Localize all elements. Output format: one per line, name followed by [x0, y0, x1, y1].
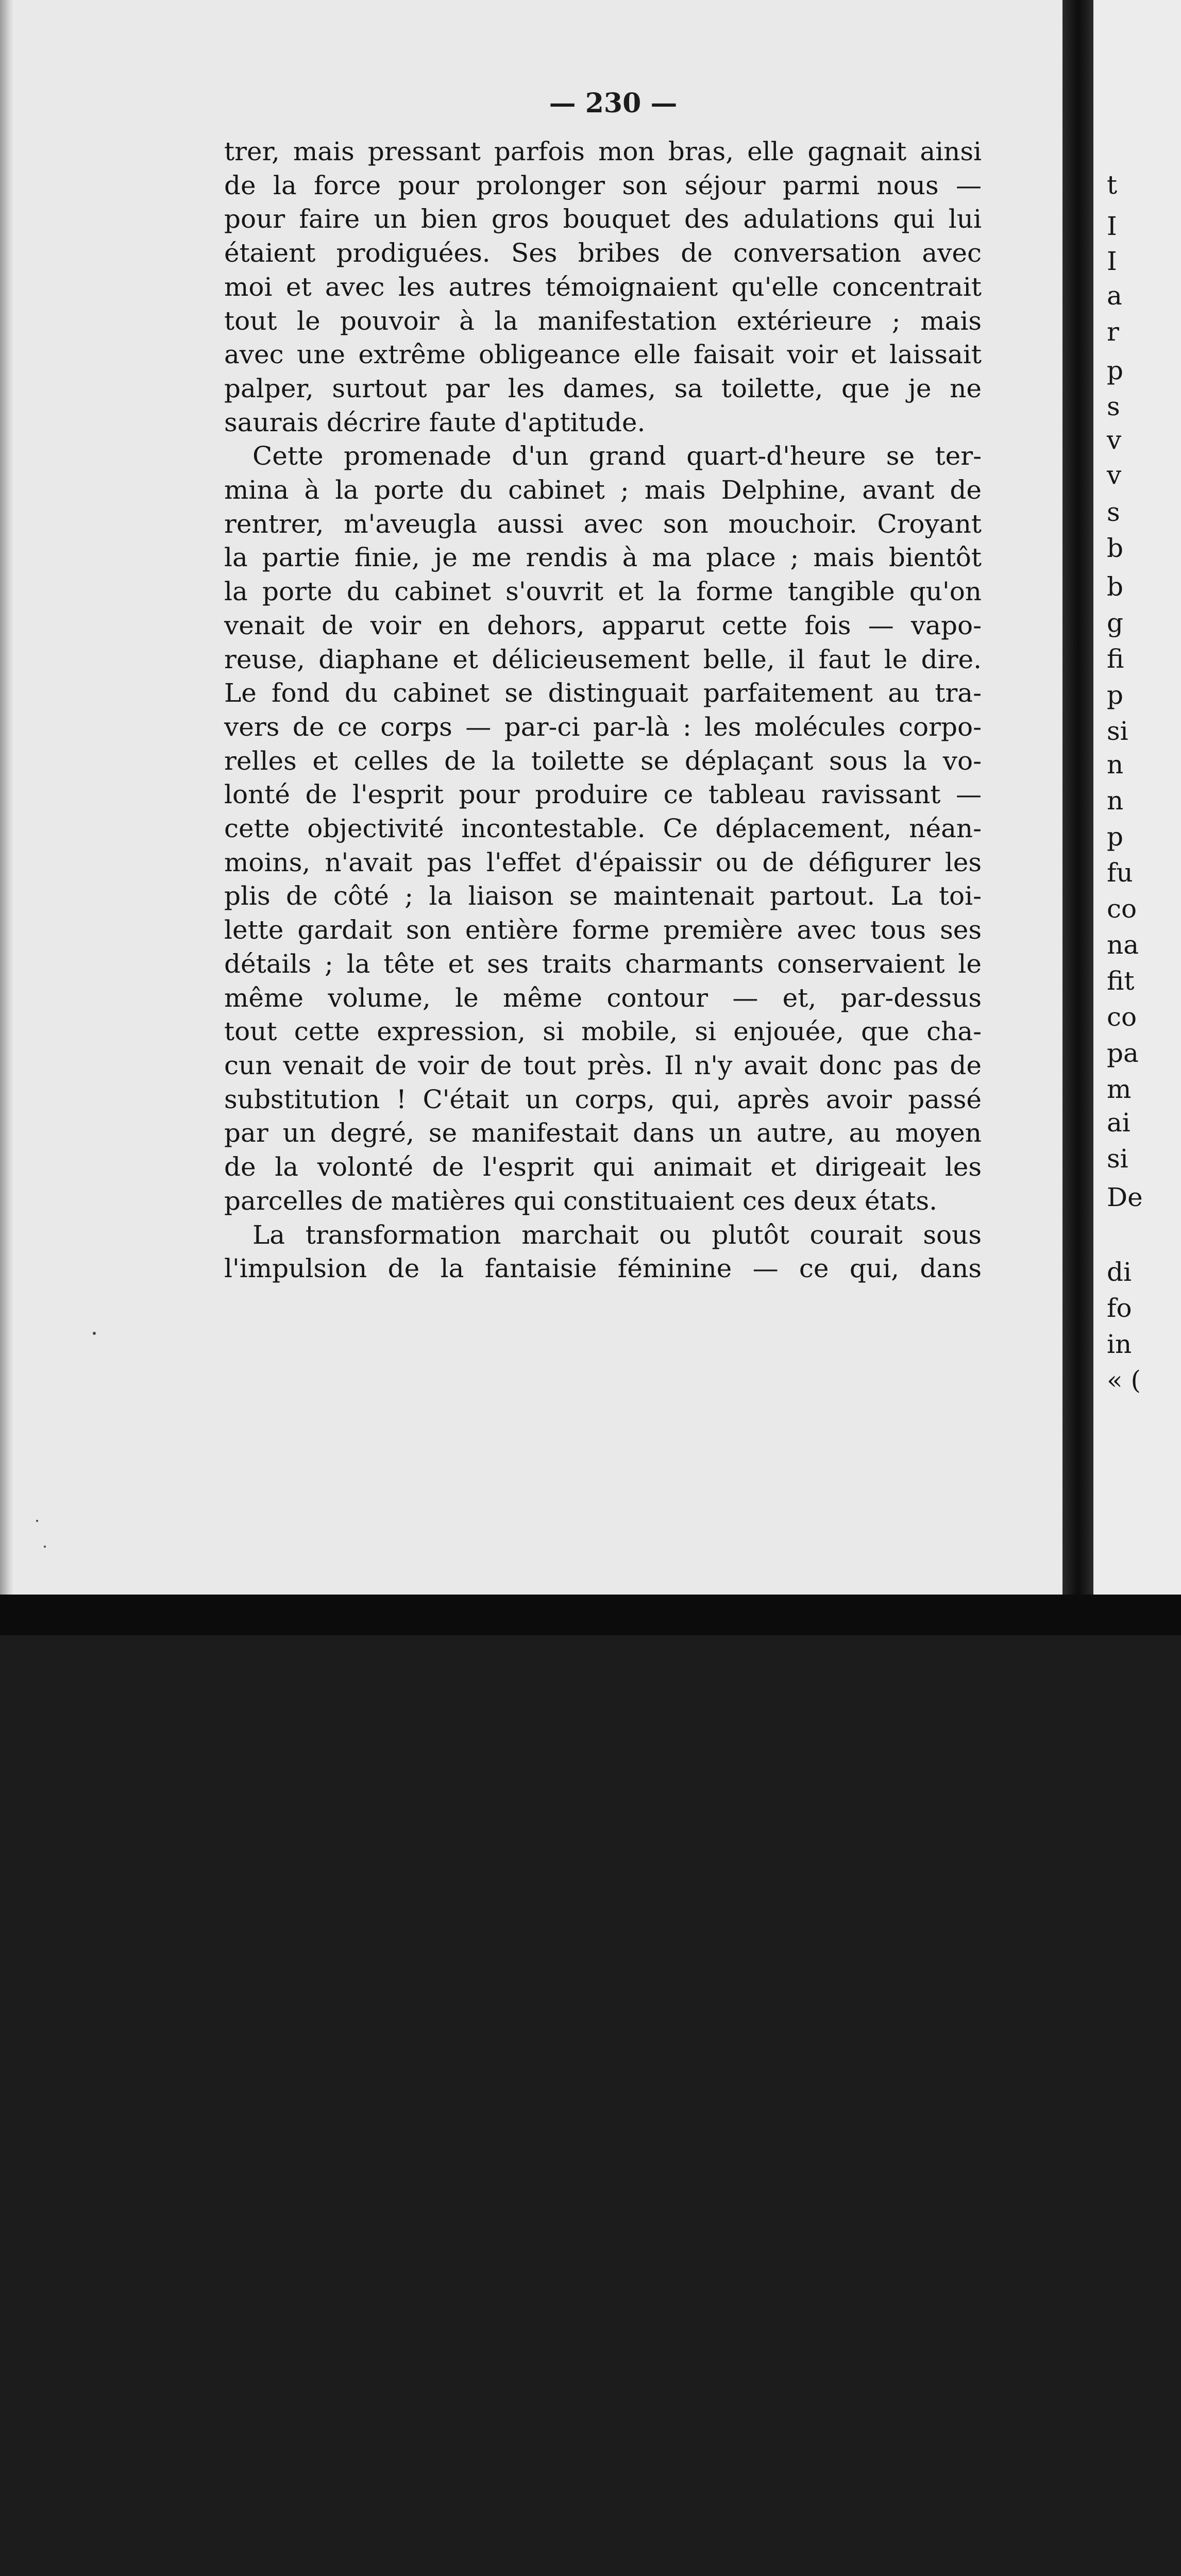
text-line: saurais décrire faute d'aptitude. — [224, 407, 646, 437]
scan-speck — [93, 1332, 96, 1335]
text-line: cette objectivité incontestable. Ce déplacement, néan- — [224, 814, 982, 844]
facing-page-fragment: n — [1107, 750, 1124, 779]
scan-speck — [36, 1520, 38, 1522]
paragraph-2 — [224, 439, 982, 1218]
facing-page-fragment: n — [1107, 786, 1124, 816]
facing-page-fragment: in — [1107, 1329, 1132, 1359]
text-line: tout le pouvoir à la manifestation extérieure ; mais — [224, 306, 982, 336]
facing-page-fragment: fo — [1107, 1293, 1132, 1323]
text-line: moi et avec les autres témoignaient qu'elle concentrait — [224, 272, 982, 302]
facing-page-fragment: p — [1107, 822, 1124, 852]
text-line: mina à la porte du cabinet ; mais Delphine, avant de — [224, 475, 982, 505]
text-line: Cette promenade d'un grand quart-d'heure se ter- — [252, 441, 982, 471]
facing-page-fragment: I — [1107, 211, 1117, 241]
facing-page-fragment: si — [1107, 1144, 1128, 1174]
text-line: la porte du cabinet s'ouvrit et la forme tangible qu'on — [224, 577, 982, 607]
facing-page-fragment: p — [1107, 355, 1124, 385]
text-line: reuse, diaphane et délicieusement belle, il faut le dire. — [224, 644, 982, 674]
facing-page-fragment: b — [1107, 572, 1124, 602]
page-left-edge — [0, 0, 13, 1595]
facing-page-fragment: r — [1107, 317, 1119, 347]
text-line: venait de voir en dehors, apparut cette fois — vapo- — [224, 610, 982, 640]
facing-page-fragment: b — [1107, 533, 1124, 563]
text-line: trer, mais pressant parfois mon bras, elle gagnait ainsi — [224, 137, 982, 166]
facing-page-fragment: v — [1107, 460, 1122, 490]
facing-page-fragment: ai — [1107, 1108, 1131, 1138]
text-line: lonté de l'esprit pour produire ce tableau ravissant — — [224, 779, 982, 810]
paragraph-3 — [224, 1218, 982, 1286]
text-line: avec une extrême obligeance elle faisait voir et laissait — [224, 340, 982, 370]
facing-page-fragment: di — [1107, 1257, 1132, 1287]
text-line: vers de ce corps — par-ci par-là : les molécules corpo- — [224, 711, 982, 742]
text-line: moins, n'avait pas l'effet d'épaissir ou de défigurer les — [224, 847, 982, 877]
text-line: substitution ! C'était un corps, qui, après avoir passé — [224, 1084, 982, 1114]
text-line: étaient prodiguées. Ses bribes de conversation avec — [224, 238, 982, 268]
text-line: cun venait de voir de tout près. Il n'y avait donc pas de — [224, 1050, 982, 1080]
facing-page-fragment: v — [1107, 425, 1122, 455]
text-line: pour faire un bien gros bouquet des adulations qui lui — [224, 204, 982, 234]
facing-page-fragment: a — [1107, 281, 1122, 311]
facing-page-fragment: pa — [1107, 1038, 1139, 1068]
text-line: de la volonté de l'esprit qui animait et dirigeait les — [224, 1152, 982, 1182]
facing-page-fragment: De — [1107, 1182, 1143, 1212]
text-line: palper, surtout par les dames, sa toilette, que je ne — [224, 373, 982, 403]
text-line: parcelles de matières qui constituaient ces deux états. — [224, 1185, 938, 1216]
facing-page-fragment: g — [1107, 608, 1124, 638]
text-line: de la force pour prolonger son séjour parmi nous — — [224, 170, 982, 200]
text-line: plis de côté ; la liaison se maintenait partout. La toi- — [224, 881, 982, 911]
text-line: relles et celles de la toilette se déplaçant sous la vo- — [224, 745, 982, 776]
facing-page-fragment: s — [1107, 497, 1120, 527]
text-line: détails ; la tête et ses traits charmants conservaient le — [224, 948, 982, 979]
book-gutter — [1062, 0, 1093, 1595]
facing-page-fragment: I — [1107, 246, 1117, 276]
facing-page-fragment: fi — [1107, 644, 1124, 674]
facing-page-fragment: « ( — [1107, 1365, 1141, 1395]
facing-page-edge — [1093, 0, 1181, 1595]
facing-page-fragment: si — [1107, 716, 1128, 746]
text-line: rentrer, m'aveugla aussi avec son mouchoir. Croyant — [224, 509, 982, 539]
text-line: lette gardait son entière forme première avec tous ses — [224, 915, 982, 945]
text-line: même volume, le même contour — et, par-dessus — [224, 982, 982, 1013]
paragraph-1 — [224, 135, 982, 439]
facing-page-fragment: m — [1107, 1074, 1132, 1104]
text-line: la partie finie, je me rendis à ma place ; mais bientôt — [224, 543, 982, 573]
facing-page-fragment: p — [1107, 680, 1124, 710]
facing-page-fragment: co — [1107, 894, 1137, 924]
page-number: — 230 — — [549, 88, 678, 119]
facing-page-fragment: na — [1107, 930, 1139, 960]
facing-page-fragment: fu — [1107, 858, 1133, 888]
facing-page-fragment: t — [1107, 170, 1118, 200]
scan-bottom-border — [0, 1595, 1181, 1635]
facing-page-fragment: co — [1107, 1002, 1137, 1032]
body-text — [224, 135, 982, 1286]
facing-page-fragment: fit — [1107, 966, 1135, 996]
text-line: Le fond du cabinet se distinguait parfaitement au tra- — [224, 678, 982, 708]
text-line: par un degré, se manifestait dans un autre, au moyen — [224, 1118, 982, 1148]
scan-speck — [44, 1546, 46, 1548]
text-line: tout cette expression, si mobile, si enjouée, que cha- — [224, 1016, 982, 1047]
facing-page-fragment: s — [1107, 392, 1120, 421]
text-line: l'impulsion de la fantaisie féminine — ce qui, dans — [224, 1253, 982, 1284]
text-line: La transformation marchait ou plutôt courait sous — [252, 1219, 982, 1250]
